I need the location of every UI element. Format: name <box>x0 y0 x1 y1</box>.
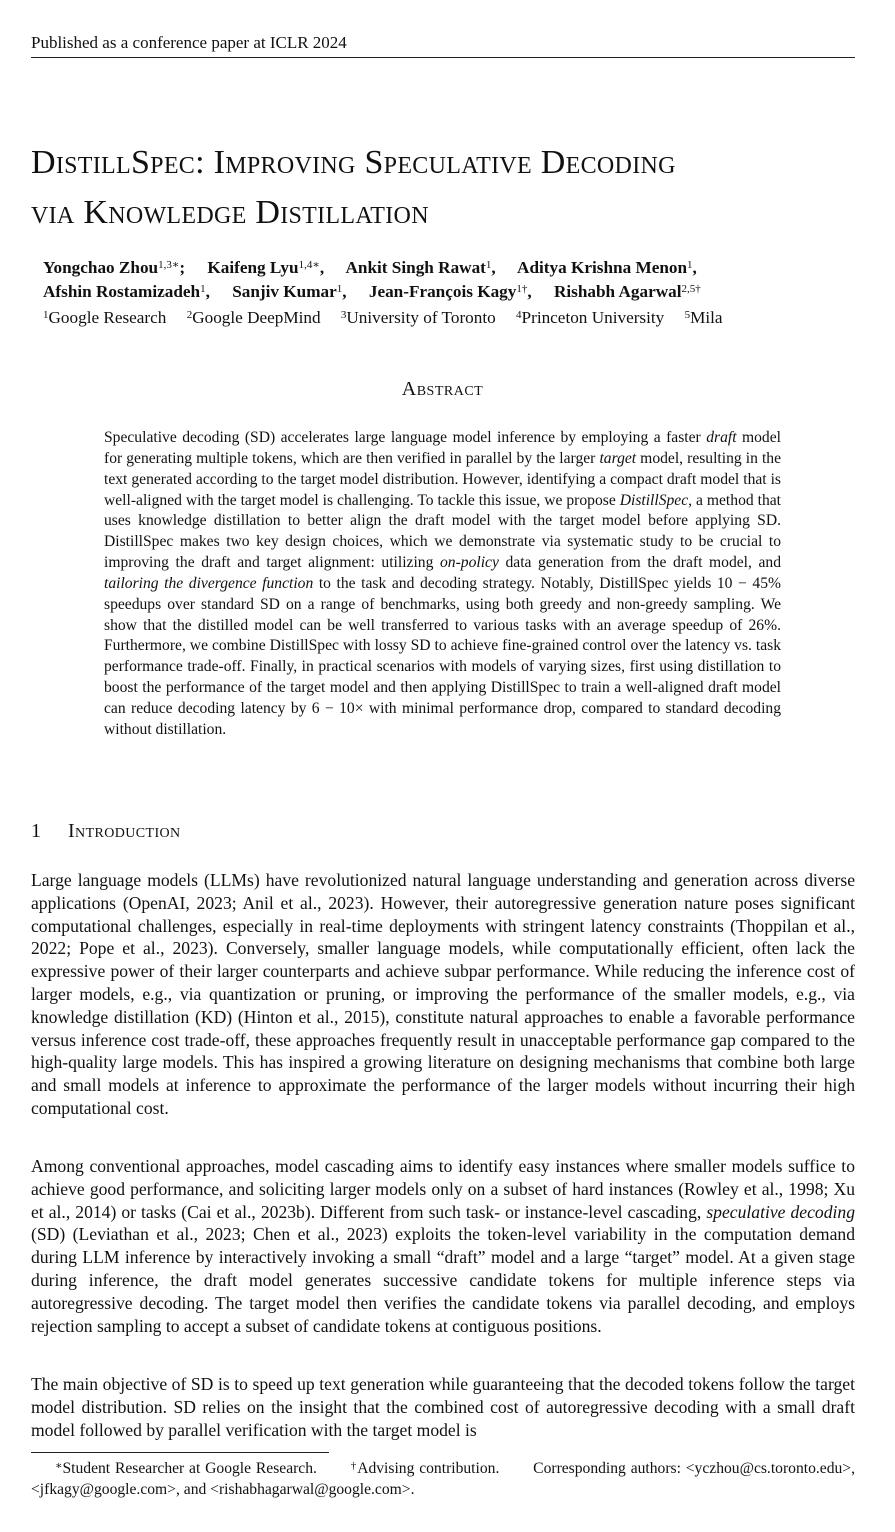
affiliation: $^2$Google DeepMind <box>186 308 321 327</box>
affiliation: $^5$Mila <box>684 308 723 327</box>
body-paragraph: Among conventional approaches, model cascading aims to identify easy instances where smaller models suffice to achieve good performance, and soliciting larger models only on a subset of hard instances (Rowley et al., 1998; Xu et al., 2014) or tasks (Cai et al., 2023b). Different from such task- or instance-level cascading, speculative decoding (SD) (Leviathan et al., 2023; Chen et al., 2023) exploits the token-level variability in the computation demand during LLM inference by interactively invoking a small “draft” model and a large “target” model. At a given stage during inference, the draft model generates successive candidate tokens for multiple inference steps via autoregressive decoding. The target model then verifies the candidate tokens via parallel decoding, and employs rejection sampling to accept a subset of candidate tokens at contiguous positions. <box>31 1156 855 1336</box>
section-heading <box>31 816 631 846</box>
footnote-rule <box>31 1452 329 1453</box>
author: Ankit Singh Rawat$^1$, <box>345 258 496 277</box>
author: Jean-François Kagy$^{1\dagger}$, <box>368 282 532 301</box>
header-rule <box>31 57 855 58</box>
author-list <box>43 256 873 304</box>
author: Aditya Krishna Menon$^1$, <box>517 258 697 277</box>
running-header: Published as a conference paper at ICLR 2024 <box>31 33 347 52</box>
paper-title <box>31 138 871 238</box>
abstract-text: Speculative decoding (SD) accelerates large language model inference by employing a faster draft model for generating multiple tokens, which are then verified in parallel by the larger target model, resulting in the text generated according to the target model distribution. However, identifying a compact draft model that is well-aligned with the target model is challenging. To tackle this issue, we propose DistillSpec, a method that uses knowledge distillation to better align the draft model with the target model before applying SD. DistillSpec makes two key design choices, which we demonstrate via systematic study to be crucial to improving the draft and target alignment: utilizing on-policy data generation from the draft model, and tailoring the divergence function to the task and decoding strategy. Notably, DistillSpec yields 10 − 45% speedups over standard SD on a range of benchmarks, using both greedy and non-greedy sampling. We show that the distilled model can be well transferred to various tasks with an average speedup of 26%. Furthermore, we combine DistillSpec with lossy SD to achieve fine-grained control over the latency vs. task performance trade-off. Finally, in practical scenarios with models of varying sizes, first using distillation to boost the performance of the target model and then applying DistillSpec to train a well-aligned draft model can reduce decoding latency by 6 − 10× with minimal performance drop, compared to standard decoding without distillation. <box>104 429 781 738</box>
author-row-2 <box>43 280 873 304</box>
author: Sanjiv Kumar$^1$, <box>232 282 347 301</box>
abstract-heading: Abstract <box>401 378 484 400</box>
author: Rishabh Agarwal$^{2,5\dagger}$ <box>553 282 701 301</box>
author: Yongchao Zhou$^{1,3∗}$; <box>43 258 186 277</box>
affiliation: $^1$Google Research <box>43 308 167 327</box>
body-paragraph: The main objective of SD is to speed up text generation while guaranteeing that the decoded tokens follow the target model distribution. SD relies on the insight that the combined cost of autoregressive decoding with a small draft model followed by parallel verification with the target model is <box>31 1374 855 1440</box>
author-row-1 <box>43 256 873 280</box>
affiliations <box>43 306 883 330</box>
footnote: ∗Student Researcher at Google Research. †Advising contribution. Corresponding authors: <yczhou@cs.toronto.edu>, <jfkagy@google.com>, and <rishabhagarwal@google.com>. <box>31 1460 855 1498</box>
title-line-2: via Knowledge Distillation <box>31 194 429 231</box>
title-line-1: DistillSpec: Improving Speculative Decoding <box>31 144 676 181</box>
section-title: Introduction <box>68 820 181 842</box>
author: Kaifeng Lyu$^{1,4∗}$, <box>207 258 325 277</box>
author: Afshin Rostamizadeh$^1$, <box>43 282 210 301</box>
affiliation: $^4$Princeton University <box>516 308 665 327</box>
affiliation: $^3$University of Toronto <box>340 308 496 327</box>
section-number: 1 <box>31 820 42 842</box>
body-paragraph: Large language models (LLMs) have revolutionized natural language understanding and generation across diverse applications (OpenAI, 2023; Anil et al., 2023). However, their autoregressive generation nature poses significant computational challenges, especially in real-time deployments with stringent latency constraints (Thoppilan et al., 2022; Pope et al., 2023). Conversely, smaller language models, while computationally efficient, often lack the expressive power of their larger counterparts and achieve subpar performance. While reducing the inference cost of larger models, e.g., via quantization or pruning, or improving the performance of the smaller models, e.g., via knowledge distillation (KD) (Hinton et al., 2015), constitute natural approaches to enable a favorable performance versus inference cost trade-off, these approaches frequently result in unacceptable performance gap compared to the high-quality large models. This has inspired a growing literature on designing mechanisms that combine both large and small models at inference to approximate the performance of the larger models without incurring their high computational cost. <box>31 870 855 1118</box>
